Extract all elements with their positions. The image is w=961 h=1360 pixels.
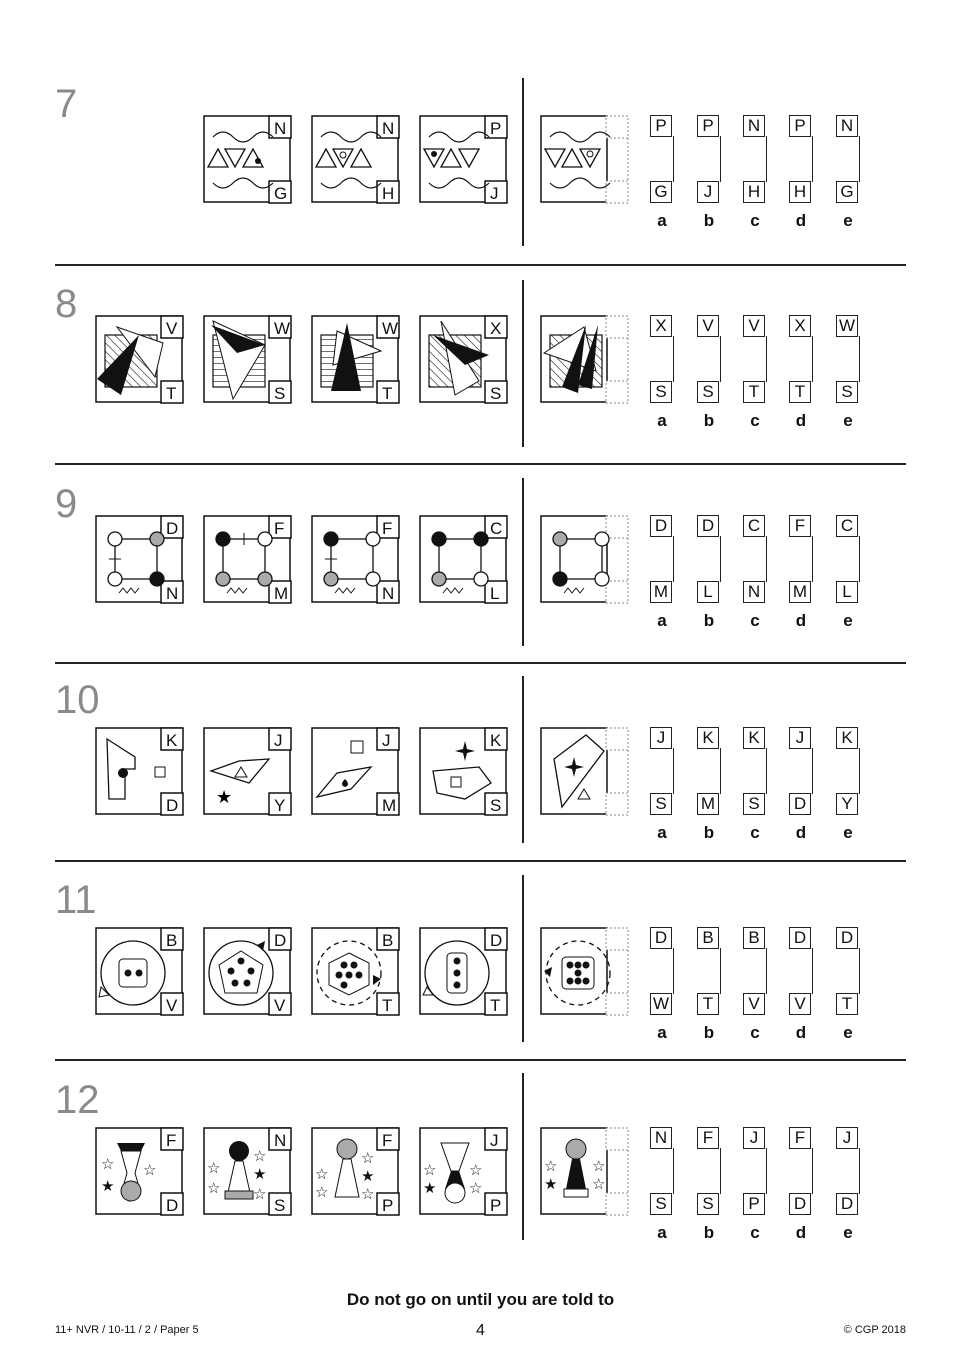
option-letter[interactable]: b [703,1223,715,1242]
answer-option-d[interactable] [789,1127,813,1215]
svg-text:☆: ☆ [207,1180,221,1197]
example-figure [311,727,397,813]
option-code-bottom: S [650,793,672,815]
option-code-bottom: D [836,1193,858,1215]
answer-option-c[interactable] [743,115,767,203]
option-connector [859,948,860,994]
option-connector [673,748,674,794]
code-bottom: T [382,384,393,403]
option-code-top: D [650,927,672,949]
option-letter[interactable]: e [843,823,853,842]
option-code-top: V [697,315,719,337]
option-letter[interactable]: d [795,211,807,230]
option-code-bottom: S [650,381,672,403]
column-divider [522,78,524,246]
svg-text:☆: ☆ [101,1156,115,1173]
svg-text:☆: ☆ [361,1150,375,1167]
option-code-bottom: H [743,181,765,203]
option-letter[interactable]: d [795,411,807,430]
option-connector [720,136,721,182]
option-connector [720,536,721,582]
section-divider [55,264,906,266]
option-code-top: B [743,927,765,949]
option-code-top: J [836,1127,858,1149]
code-top: P [490,119,502,138]
code-top: N [274,1131,287,1150]
code-bottom: S [490,384,502,403]
answer-option-a[interactable] [650,115,674,203]
option-connector [812,536,813,582]
question-figure [540,927,632,1013]
option-connector [720,1148,721,1194]
option-code-top: F [697,1127,719,1149]
code-bottom: N [382,584,395,603]
copyright: © CGP 2018 [843,1324,906,1336]
example-figure [311,115,397,201]
answer-option-e[interactable] [836,315,860,403]
answer-option-d[interactable] [789,515,813,603]
svg-text:☆: ☆ [253,1148,267,1165]
option-letter[interactable]: e [843,611,853,630]
option-code-top: J [650,727,672,749]
code-top: B [166,931,178,950]
answer-option-b[interactable] [697,927,721,1015]
option-connector [673,1148,674,1194]
option-code-bottom: V [743,993,765,1015]
question-figure [540,515,632,601]
page-number: 4 [476,1322,485,1339]
option-letter[interactable]: c [750,211,760,230]
option-connector [720,948,721,994]
question-number: 9 [55,482,78,526]
example-figure [203,1127,289,1213]
code-bottom: V [274,996,286,1015]
option-code-top: F [789,1127,811,1149]
option-letter[interactable]: a [657,1023,667,1042]
option-connector [673,948,674,994]
example-figure [311,927,397,1013]
option-letter[interactable]: e [843,411,853,430]
column-divider [522,478,524,646]
svg-text:☆: ☆ [143,1162,157,1179]
svg-text:★: ★ [544,1176,558,1193]
option-connector [859,748,860,794]
code-bottom: P [490,1196,502,1215]
option-connector [766,336,767,382]
question-figure [540,1127,632,1213]
option-connector [673,536,674,582]
option-code-bottom: S [836,381,858,403]
answer-option-e[interactable] [836,115,860,203]
example-figure [203,315,289,401]
option-code-top: J [743,1127,765,1149]
code-top: J [274,731,283,750]
option-connector [812,136,813,182]
column-divider [522,1073,524,1240]
code-top: W [274,319,291,338]
svg-text:☆: ☆ [315,1166,329,1183]
code-bottom: P [382,1196,394,1215]
answer-option-c[interactable] [743,1127,767,1215]
option-code-top: K [697,727,719,749]
option-letter[interactable]: e [843,211,853,230]
option-code-bottom: P [743,1193,765,1215]
option-connector [720,748,721,794]
option-letter[interactable]: a [657,211,667,230]
option-letter[interactable]: a [657,411,667,430]
svg-text:★: ★ [216,787,233,807]
option-code-bottom: Y [836,793,858,815]
code-top: C [490,519,503,538]
option-code-bottom: T [697,993,719,1015]
option-code-top: V [743,315,765,337]
example-figure [419,315,505,401]
code-top: W [382,319,399,338]
example-figure [419,515,505,601]
svg-text:☆: ☆ [361,1186,375,1203]
option-code-top: P [650,115,672,137]
option-letter[interactable]: e [843,1023,853,1042]
option-connector [812,1148,813,1194]
option-letter[interactable]: b [703,211,715,230]
option-code-top: X [789,315,811,337]
answer-option-a[interactable] [650,515,674,603]
option-code-top: B [697,927,719,949]
answer-option-c[interactable] [743,727,767,815]
code-top: N [382,119,395,138]
option-code-bottom: G [836,181,858,203]
option-letter[interactable]: b [703,823,715,842]
section-divider [55,1059,906,1061]
answer-option-b[interactable] [697,515,721,603]
option-code-bottom: N [743,581,765,603]
option-code-bottom: L [697,581,719,603]
code-top: F [166,1131,177,1150]
option-connector [766,536,767,582]
svg-text:☆: ☆ [423,1162,437,1179]
option-connector [673,136,674,182]
section-divider [55,662,906,664]
svg-text:☆: ☆ [207,1160,221,1177]
option-letter[interactable]: c [750,611,760,630]
code-top: F [382,1131,393,1150]
option-code-bottom: L [836,581,858,603]
option-code-bottom: W [650,993,672,1015]
option-letter[interactable]: c [750,1023,760,1042]
code-top: D [274,931,287,950]
option-code-top: D [697,515,719,537]
answer-option-d[interactable] [789,315,813,403]
example-figure [311,315,397,401]
svg-text:☆: ☆ [469,1180,483,1197]
code-bottom: D [166,1196,179,1215]
option-code-top: C [836,515,858,537]
option-code-bottom: S [650,1193,672,1215]
answer-option-c[interactable] [743,315,767,403]
option-code-bottom: M [697,793,719,815]
option-code-bottom: T [743,381,765,403]
option-letter[interactable]: b [703,1023,715,1042]
option-connector [812,748,813,794]
option-code-top: W [836,315,858,337]
option-code-bottom: J [697,181,719,203]
option-connector [766,136,767,182]
answer-option-d[interactable] [789,927,813,1015]
example-figure [419,727,505,813]
code-top: F [382,519,393,538]
code-top: B [382,931,394,950]
answer-option-e[interactable] [836,515,860,603]
code-bottom: Y [274,796,286,815]
answer-option-b[interactable] [697,115,721,203]
option-letter[interactable]: b [703,611,715,630]
question-number: 12 [55,1078,100,1122]
section-divider [55,463,906,465]
answer-option-d[interactable] [789,115,813,203]
question-figure [540,727,632,813]
code-bottom: V [166,996,178,1015]
option-code-top: P [697,115,719,137]
option-connector [766,748,767,794]
code-bottom: M [382,796,397,815]
option-code-bottom: T [836,993,858,1015]
question-number: 10 [55,678,100,722]
svg-text:☆: ☆ [592,1158,606,1175]
svg-text:☆: ☆ [315,1184,329,1201]
option-connector [859,136,860,182]
option-code-top: C [743,515,765,537]
example-figure [95,927,181,1013]
answer-option-a[interactable] [650,1127,674,1215]
option-code-top: K [743,727,765,749]
code-bottom: H [382,184,395,203]
code-top: K [166,731,178,750]
option-code-top: D [650,515,672,537]
svg-text:☆: ☆ [592,1176,606,1193]
option-letter[interactable]: d [795,1023,807,1042]
answer-option-e[interactable] [836,927,860,1015]
code-top: D [166,519,179,538]
answer-option-a[interactable] [650,927,674,1015]
example-figure [203,115,289,201]
option-code-top: K [836,727,858,749]
option-letter[interactable]: d [795,611,807,630]
example-figure [95,515,181,601]
option-code-top: N [836,115,858,137]
option-code-bottom: D [789,1193,811,1215]
column-divider [522,676,524,843]
code-bottom: T [490,996,501,1015]
code-bottom: J [490,184,499,203]
option-code-top: D [836,927,858,949]
option-code-bottom: T [789,381,811,403]
code-bottom: S [274,1196,286,1215]
answer-option-e[interactable] [836,1127,860,1215]
option-code-top: F [789,515,811,537]
stop-instruction: Do not go on until you are told to [346,1290,615,1309]
answer-option-b[interactable] [697,1127,721,1215]
example-figure [311,1127,397,1213]
code-bottom: T [166,384,177,403]
option-code-bottom: M [789,581,811,603]
code-top: D [490,931,503,950]
option-letter[interactable]: a [657,1223,667,1242]
option-connector [859,1148,860,1194]
question-number: 11 [55,878,97,922]
option-code-top: N [743,115,765,137]
option-letter[interactable]: c [750,1223,760,1242]
code-top: K [490,731,502,750]
option-code-bottom: S [697,381,719,403]
option-code-top: J [789,727,811,749]
code-top: V [166,319,178,338]
example-figure [95,1127,181,1213]
option-letter[interactable]: d [795,823,807,842]
option-code-top: N [650,1127,672,1149]
code-bottom: S [274,384,286,403]
section-divider [55,860,906,862]
option-letter[interactable]: e [843,1223,853,1242]
example-figure [419,115,505,201]
option-code-bottom: M [650,581,672,603]
code-bottom: M [274,584,289,603]
option-code-bottom: V [789,993,811,1015]
svg-text:☆: ☆ [253,1186,267,1203]
option-code-bottom: S [697,1193,719,1215]
svg-text:★: ★ [253,1166,267,1183]
answer-option-b[interactable] [697,315,721,403]
option-code-top: D [789,927,811,949]
code-top: J [382,731,391,750]
example-figure [203,515,289,601]
option-letter[interactable]: a [657,611,667,630]
answer-option-d[interactable] [789,727,813,815]
answer-option-e[interactable] [836,727,860,815]
option-connector [859,336,860,382]
code-bottom: N [166,584,179,603]
option-connector [673,336,674,382]
option-letter[interactable]: c [750,411,760,430]
question-figure [540,315,632,401]
answer-option-a[interactable] [650,315,674,403]
code-top: N [274,119,287,138]
svg-text:☆: ☆ [469,1162,483,1179]
option-code-bottom: H [789,181,811,203]
code-bottom: L [490,584,500,603]
option-letter[interactable]: a [657,823,667,842]
svg-text:★: ★ [423,1180,437,1197]
example-figure [95,315,181,401]
column-divider [522,280,524,447]
option-code-bottom: S [743,793,765,815]
option-connector [812,948,813,994]
option-connector [720,336,721,382]
option-code-top: X [650,315,672,337]
code-bottom: D [166,796,179,815]
example-figure [419,1127,505,1213]
example-figure [203,927,289,1013]
option-letter[interactable]: d [795,1223,807,1242]
question-figure [540,115,632,201]
option-letter[interactable]: b [703,411,715,430]
question-number: 8 [55,282,78,326]
code-bottom: S [490,796,502,815]
answer-option-b[interactable] [697,727,721,815]
question-number: 7 [55,82,78,126]
paper-code: 11+ NVR / 10-11 / 2 / Paper 5 [55,1324,199,1336]
svg-text:★: ★ [101,1178,115,1195]
option-code-bottom: D [789,793,811,815]
example-figure [311,515,397,601]
code-top: J [490,1131,499,1150]
example-figure [419,927,505,1013]
option-code-bottom: G [650,181,672,203]
svg-text:☆: ☆ [544,1158,558,1175]
answer-option-c[interactable] [743,515,767,603]
answer-option-a[interactable] [650,727,674,815]
code-bottom: T [382,996,393,1015]
option-letter[interactable]: c [750,823,760,842]
option-connector [859,536,860,582]
example-figure [95,727,181,813]
answer-option-c[interactable] [743,927,767,1015]
svg-text:★: ★ [361,1168,375,1185]
code-top: F [274,519,285,538]
code-top: X [490,319,502,338]
option-connector [766,948,767,994]
code-bottom: G [274,184,288,203]
option-connector [766,1148,767,1194]
option-code-top: P [789,115,811,137]
column-divider [522,875,524,1042]
option-connector [812,336,813,382]
example-figure [203,727,289,813]
